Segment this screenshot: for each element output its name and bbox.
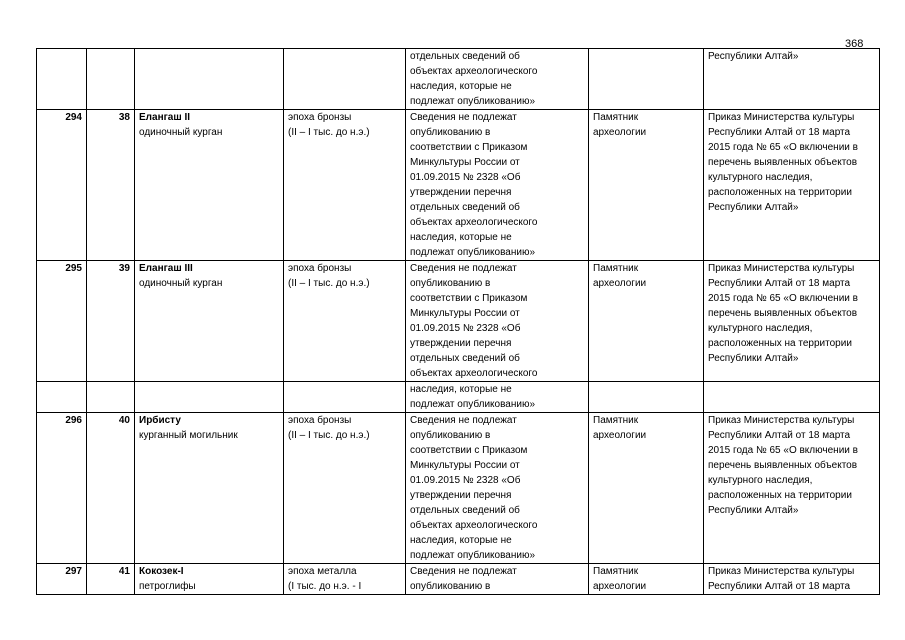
cell-line: отдельных сведений об [410, 51, 520, 62]
cell-line: (II – I тыс. до н.э.) [288, 278, 370, 289]
cell-line: Елангаш II [139, 112, 191, 123]
cell-line: эпоха бронзы [288, 263, 352, 274]
cell-line: Минкультуры России от [410, 308, 520, 319]
dating-cell [284, 110, 406, 261]
cell-line: наследия, которые не [410, 232, 512, 243]
cell-line: перечень выявленных объектов [708, 460, 858, 471]
row-number-cell: 294 [37, 110, 87, 261]
cell-line: Сведения не подлежат [410, 415, 517, 426]
cell-line: соответствии с Приказом [410, 445, 528, 456]
cell-line: 2015 года № 65 «О включении в [708, 142, 858, 153]
cell-line: Республики Алтай от 18 марта [708, 127, 851, 138]
cell-line: подлежат опубликованию» [410, 96, 536, 107]
sub-number-cell: 40 [87, 413, 135, 564]
cell-line: объектах археологического [410, 66, 538, 77]
cell-line: отдельных сведений об [410, 202, 520, 213]
cell-line: культурного наследия, [708, 475, 813, 486]
table-row [37, 382, 880, 413]
cell-line: археологии [593, 430, 647, 441]
document-cell [704, 564, 880, 595]
category-cell [589, 564, 704, 595]
category-cell [589, 382, 704, 413]
cell-line: 01.09.2015 № 2328 «Об [410, 172, 521, 183]
table-row [37, 261, 880, 382]
cell-line: одиночный курган [139, 127, 223, 138]
document-cell [704, 110, 880, 261]
dating-cell [284, 261, 406, 382]
table-row [37, 110, 880, 261]
object-name-cell [135, 564, 284, 595]
document-cell [704, 49, 880, 110]
cell-line: Сведения не подлежат [410, 263, 517, 274]
sub-number-cell: 39 [87, 261, 135, 382]
cell-line: Сведения не подлежат [410, 112, 517, 123]
cell-line: объектах археологического [410, 217, 538, 228]
table-row [37, 49, 880, 110]
cell-line: одиночный курган [139, 278, 223, 289]
cell-line: эпоха бронзы [288, 112, 352, 123]
cell-line: археологии [593, 127, 647, 138]
cell-line: Памятник [593, 415, 639, 426]
cell-line: Республики Алтай» [708, 202, 799, 213]
cell-line: расположенных на территории [708, 490, 852, 501]
heritage-registry-table [36, 48, 880, 595]
cell-line: соответствии с Приказом [410, 142, 528, 153]
cell-line: (II – I тыс. до н.э.) [288, 430, 370, 441]
cell-line: Приказ Министерства культуры [708, 263, 855, 274]
row-number-cell [37, 382, 87, 413]
cell-line: расположенных на территории [708, 187, 852, 198]
location-info-cell [406, 261, 589, 382]
registry-body [37, 49, 880, 595]
cell-line: объектах археологического [410, 520, 538, 531]
cell-line: Памятник [593, 263, 639, 274]
cell-line: опубликованию в [410, 127, 491, 138]
dating-cell [284, 49, 406, 110]
sub-number-cell: 41 [87, 564, 135, 595]
cell-line: расположенных на территории [708, 338, 852, 349]
cell-line: Республики Алтай» [708, 505, 799, 516]
cell-line: утверждении перечня [410, 490, 512, 501]
cell-line: Минкультуры России от [410, 460, 520, 471]
cell-line: наследия, которые не [410, 81, 512, 92]
dating-cell [284, 564, 406, 595]
cell-line: Приказ Министерства культуры [708, 112, 855, 123]
cell-line: 01.09.2015 № 2328 «Об [410, 323, 521, 334]
cell-line: утверждении перечня [410, 338, 512, 349]
cell-line: Приказ Министерства культуры [708, 415, 855, 426]
cell-line: объектах археологического [410, 368, 538, 379]
category-cell [589, 110, 704, 261]
cell-line: перечень выявленных объектов [708, 308, 858, 319]
cell-line: Памятник [593, 112, 639, 123]
cell-line: подлежат опубликованию» [410, 550, 536, 561]
cell-line: Сведения не подлежат [410, 566, 517, 577]
cell-line: соответствии с Приказом [410, 293, 528, 304]
cell-line: эпоха металла [288, 566, 357, 577]
cell-line: Республики Алтай от 18 марта [708, 581, 851, 592]
location-info-cell [406, 110, 589, 261]
cell-line: перечень выявленных объектов [708, 157, 858, 168]
category-cell [589, 49, 704, 110]
cell-line: Кокозек-I [139, 566, 184, 577]
location-info-cell [406, 564, 589, 595]
cell-line: Республики Алтай от 18 марта [708, 430, 851, 441]
location-info-cell [406, 413, 589, 564]
location-info-cell [406, 382, 589, 413]
row-number-cell: 297 [37, 564, 87, 595]
cell-line: подлежат опубликованию» [410, 399, 536, 410]
page-number: 368 [845, 38, 864, 50]
cell-line: Памятник [593, 566, 639, 577]
cell-line: Ирбисту [139, 415, 181, 426]
cell-line: археологии [593, 581, 647, 592]
cell-line: отдельных сведений об [410, 505, 520, 516]
cell-line: Республики Алтай» [708, 353, 799, 364]
cell-line: эпоха бронзы [288, 415, 352, 426]
cell-line: 2015 года № 65 «О включении в [708, 445, 858, 456]
cell-line: (I тыс. до н.э. - I [288, 581, 362, 592]
cell-line: опубликованию в [410, 430, 491, 441]
cell-line: 01.09.2015 № 2328 «Об [410, 475, 521, 486]
cell-line: Елангаш III [139, 263, 193, 274]
document-cell [704, 413, 880, 564]
row-number-cell: 296 [37, 413, 87, 564]
sub-number-cell [87, 49, 135, 110]
cell-line: Приказ Министерства культуры [708, 566, 855, 577]
location-info-cell [406, 49, 589, 110]
object-name-cell [135, 49, 284, 110]
cell-line: петроглифы [139, 581, 196, 592]
cell-line: Минкультуры России от [410, 157, 520, 168]
cell-line: археологии [593, 278, 647, 289]
cell-line: отдельных сведений об [410, 353, 520, 364]
cell-line: опубликованию в [410, 278, 491, 289]
cell-line: наследия, которые не [410, 384, 512, 395]
category-cell [589, 413, 704, 564]
dating-cell [284, 413, 406, 564]
row-number-cell: 295 [37, 261, 87, 382]
table-row [37, 413, 880, 564]
object-name-cell [135, 261, 284, 382]
cell-line: курганный могильник [139, 430, 238, 441]
row-number-cell [37, 49, 87, 110]
sub-number-cell [87, 382, 135, 413]
cell-line: опубликованию в [410, 581, 491, 592]
cell-line: (II – I тыс. до н.э.) [288, 127, 370, 138]
cell-line: культурного наследия, [708, 172, 813, 183]
cell-line: культурного наследия, [708, 323, 813, 334]
document-cell [704, 261, 880, 382]
object-name-cell [135, 413, 284, 564]
cell-line: наследия, которые не [410, 535, 512, 546]
dating-cell [284, 382, 406, 413]
cell-line: Республики Алтай от 18 марта [708, 278, 851, 289]
cell-line: подлежат опубликованию» [410, 247, 536, 258]
category-cell [589, 261, 704, 382]
object-name-cell [135, 382, 284, 413]
table-row [37, 564, 880, 595]
cell-line: 2015 года № 65 «О включении в [708, 293, 858, 304]
cell-line: Республики Алтай» [708, 51, 799, 62]
sub-number-cell: 38 [87, 110, 135, 261]
cell-line: утверждении перечня [410, 187, 512, 198]
document-cell [704, 382, 880, 413]
object-name-cell [135, 110, 284, 261]
